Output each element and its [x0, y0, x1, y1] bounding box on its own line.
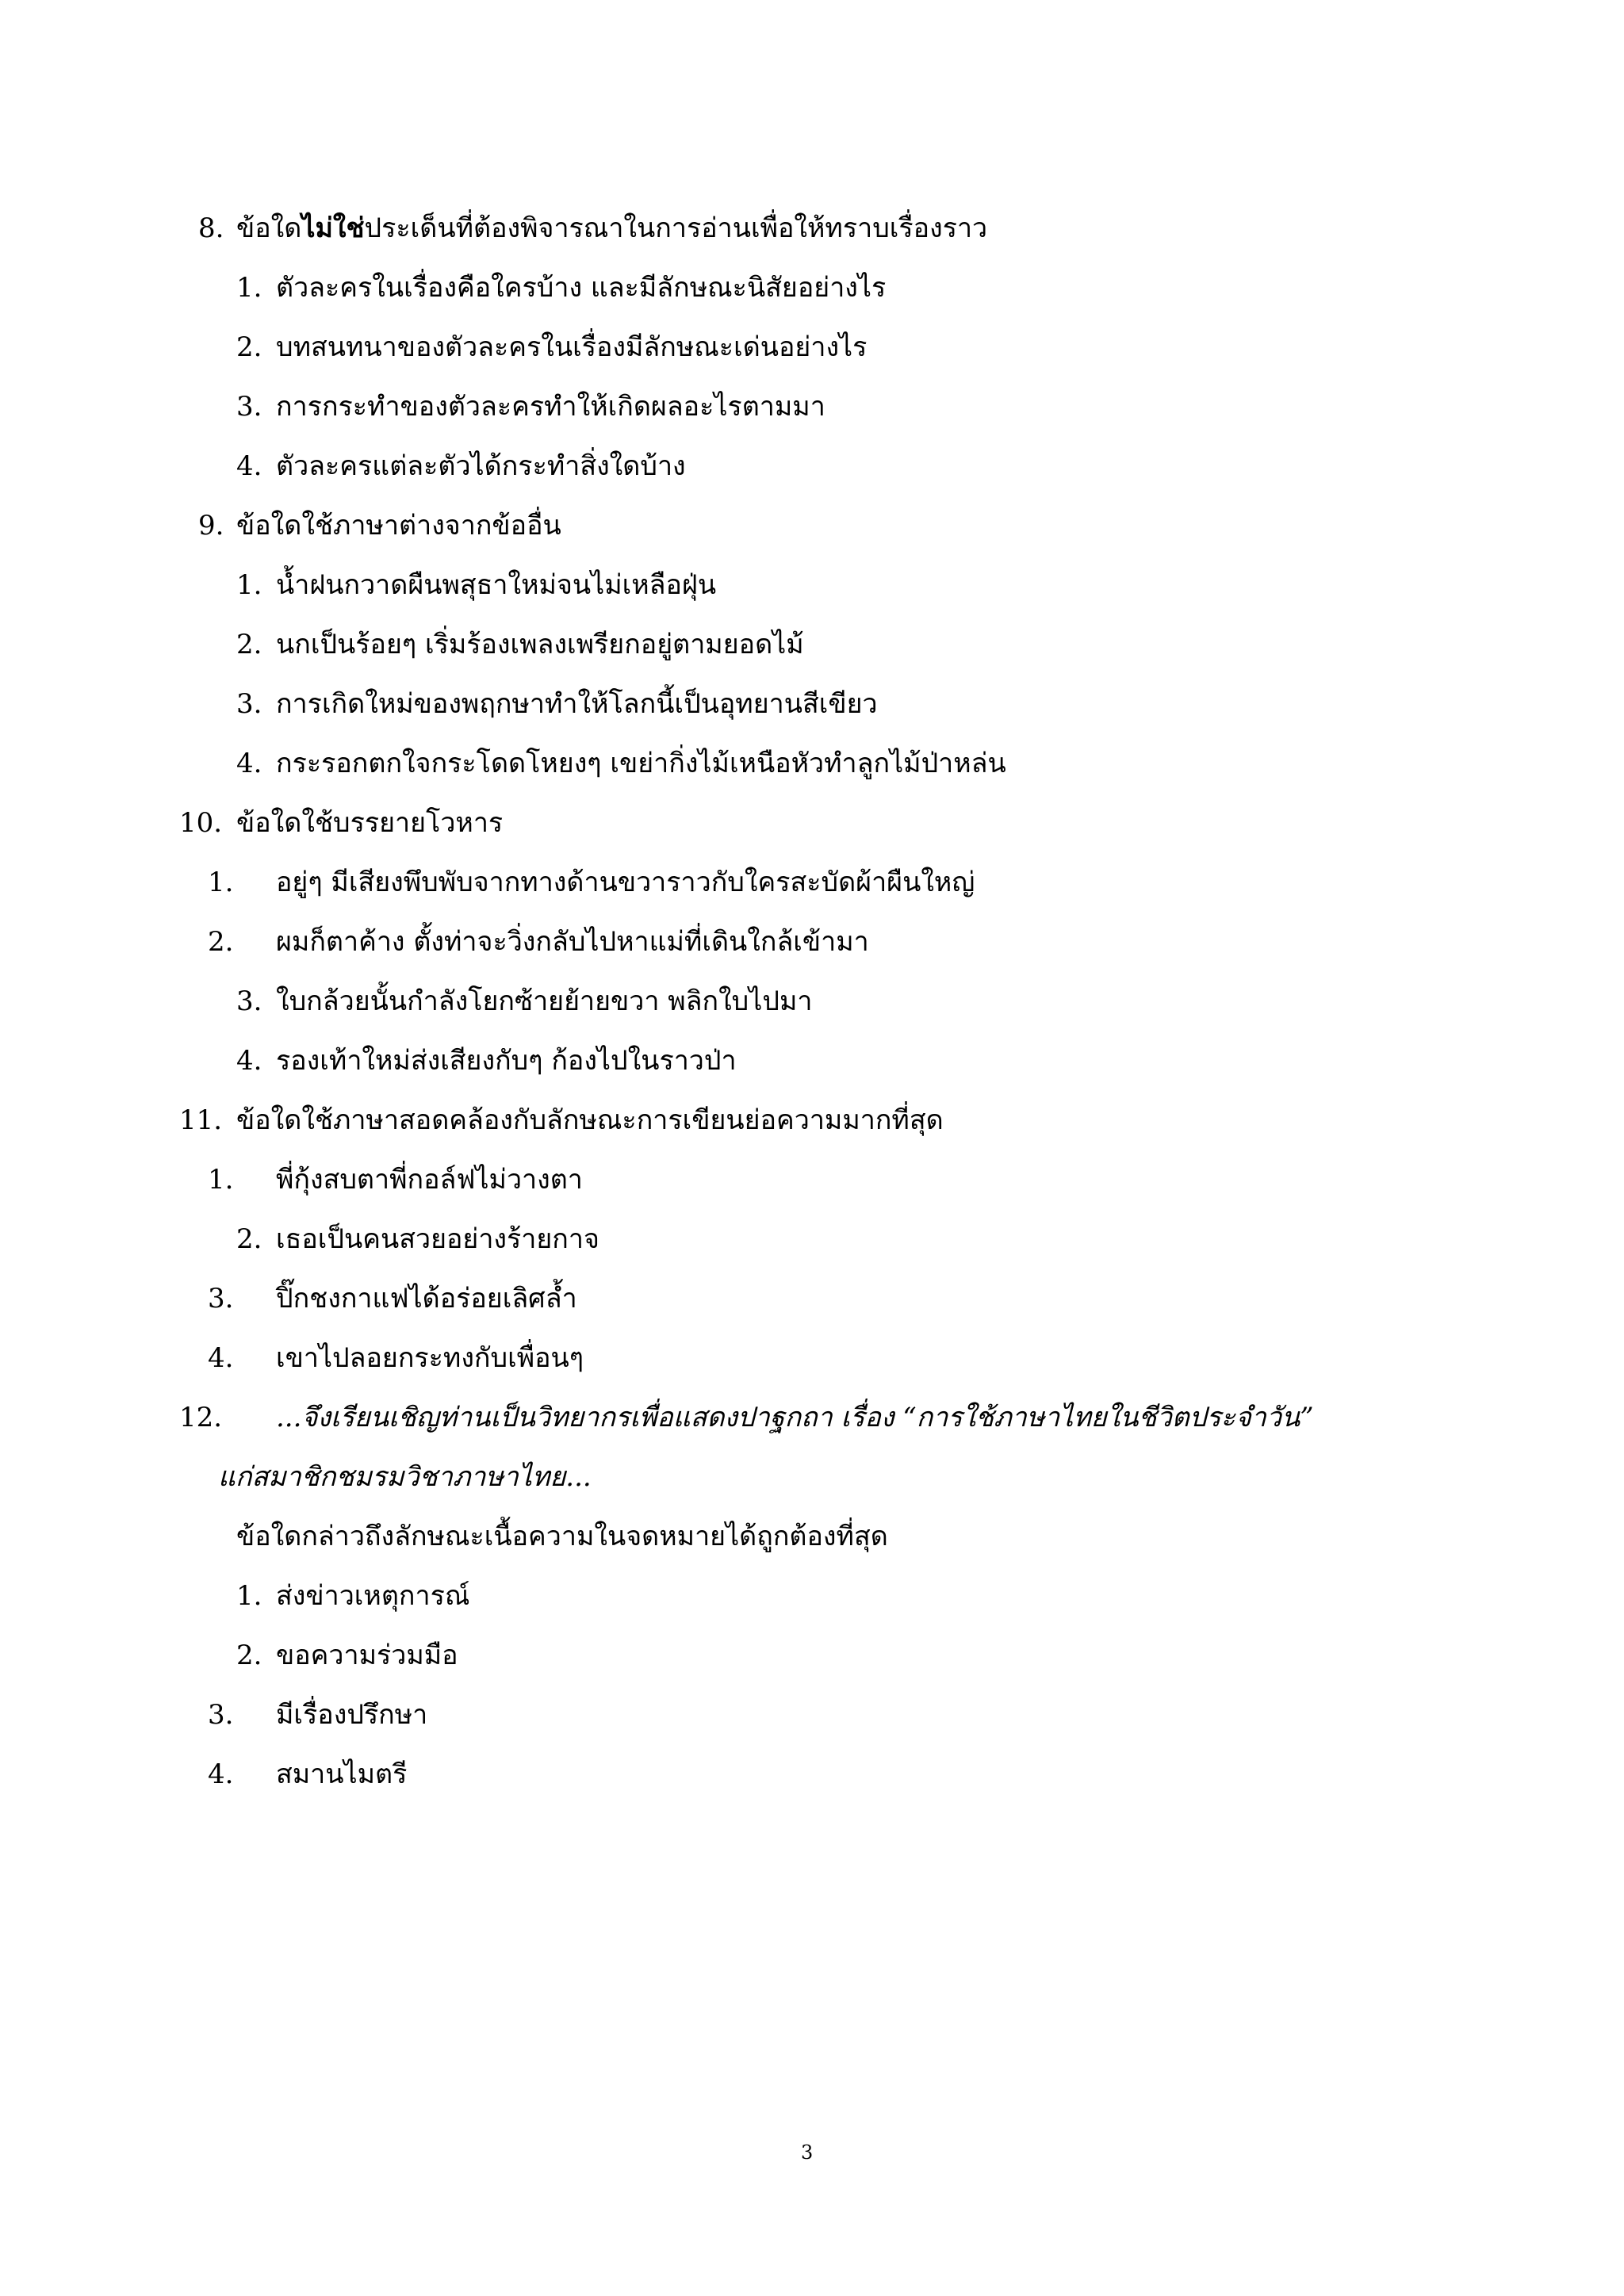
question-prompt: ข้อใดใช้ภาษาสอดคล้องกับลักษณะการเขียนย่อความมากที่สุด	[236, 1104, 944, 1136]
choice-number: 1.	[208, 867, 234, 898]
choice-text: การกระทำของตัวละครทำให้เกิดผลอะไรตามมา	[276, 391, 825, 423]
prompt-text: ข้อใด	[236, 212, 302, 244]
choice-number: 3.	[236, 688, 262, 720]
choice-number: 3.	[236, 391, 262, 423]
choice-text: การเกิดใหม่ของพฤกษาทำให้โลกนี้เป็นอุทยานสีเขียว	[276, 688, 878, 720]
choice-text: ใบกล้วยนั้นกำลังโยกซ้ายย้ายขวา พลิกใบไปมา	[276, 985, 813, 1017]
choice-text: สมานไมตรี	[276, 1758, 408, 1790]
choice-number: 4.	[236, 450, 262, 482]
choice-text: ปิ๊กชงกาแฟได้อร่อยเลิศล้ำ	[276, 1283, 577, 1314]
choice-text: ตัวละครแต่ละตัวได้กระทำสิ่งใดบ้าง	[276, 450, 686, 482]
choice-number: 3.	[236, 985, 262, 1017]
choice-text: พี่กุ้งสบตาพี่กอล์ฟไม่วางตา	[276, 1164, 583, 1196]
question-number: 10.	[179, 807, 223, 839]
choice-number: 4.	[236, 1045, 262, 1077]
choice-text: เธอเป็นคนสวยอย่างร้ายกาจ	[276, 1223, 599, 1255]
choice-number: 1.	[208, 1164, 234, 1196]
choice-text: เขาไปลอยกระทงกับเพื่อนๆ	[276, 1342, 584, 1374]
choice-text: นกเป็นร้อยๆ เริ่มร้องเพลงเพรียกอยู่ตามยอดไม้	[276, 629, 804, 660]
question-prompt: ข้อใดใช้บรรยายโวหาร	[236, 807, 504, 839]
question-number: 8.	[198, 212, 224, 244]
choice-text: อยู่ๆ มีเสียงพึบพับจากทางด้านขวาราวกับใครสะบัดผ้าผืนใหญ่	[276, 867, 975, 898]
choice-number: 3.	[208, 1699, 234, 1731]
choice-text: ตัวละครในเรื่องคือใครบ้าง และมีลักษณะนิสัยอย่างไร	[276, 272, 887, 304]
choice-text: น้ำฝนกวาดผืนพสุธาใหม่จนไม่เหลือฝุ่น	[276, 569, 717, 601]
choice-number: 4.	[236, 748, 262, 779]
choice-number: 2.	[236, 629, 262, 660]
quoted-passage: ...จึงเรียนเชิญท่านเป็นวิทยากรเพื่อแสดงปาฐกถา เรื่อง “การใช้ภาษาไทยในชีวิตประจำวัน”	[276, 1402, 1314, 1433]
choice-number: 1.	[236, 272, 262, 304]
choice-number: 1.	[236, 1580, 262, 1612]
choice-text: กระรอกตกใจกระโดดโหยงๆ เขย่ากิ่งไม้เหนือหัวทำลูกไม้ป่าหล่น	[276, 748, 1006, 779]
choice-text: มีเรื่องปรึกษา	[276, 1699, 428, 1731]
choice-number: 1.	[236, 569, 262, 601]
choice-text: ขอความร่วมมือ	[276, 1640, 458, 1671]
choice-text: บทสนทนาของตัวละครในเรื่องมีลักษณะเด่นอย่างไร	[276, 331, 868, 363]
question-number: 12.	[179, 1402, 223, 1433]
choice-number: 2.	[208, 926, 234, 958]
choice-number: 2.	[236, 1223, 262, 1255]
question-prompt: ข้อใดใช้ภาษาต่างจากข้ออื่น	[236, 510, 561, 541]
choice-number: 4.	[208, 1342, 234, 1374]
page-number: 3	[801, 2141, 814, 2164]
question-number: 11.	[179, 1104, 223, 1136]
choice-number: 4.	[208, 1758, 234, 1790]
question-number: 9.	[198, 510, 224, 541]
quoted-passage: แก่สมาชิกชมรมวิชาภาษาไทย...	[218, 1461, 592, 1493]
choice-number: 2.	[236, 1640, 262, 1671]
prompt-emphasis: ไม่ใช่	[301, 212, 365, 244]
prompt-text: ประเด็นที่ต้องพิจารณาในการอ่านเพื่อให้ทราบเรื่องราว	[364, 212, 988, 244]
choice-number: 3.	[208, 1283, 234, 1314]
choice-number: 2.	[236, 331, 262, 363]
question-prompt: ข้อใดกล่าวถึงลักษณะเนื้อความในจดหมายได้ถูกต้องที่สุด	[236, 1521, 888, 1552]
choice-text: ผมก็ตาค้าง ตั้งท่าจะวิ่งกลับไปหาแม่ที่เดินใกล้เข้ามา	[276, 926, 869, 958]
choice-text: ส่งข่าวเหตุการณ์	[276, 1580, 470, 1612]
choice-text: รองเท้าใหม่ส่งเสียงกับๆ ก้องไปในราวป่า	[276, 1045, 737, 1077]
question-prompt	[236, 211, 987, 246]
